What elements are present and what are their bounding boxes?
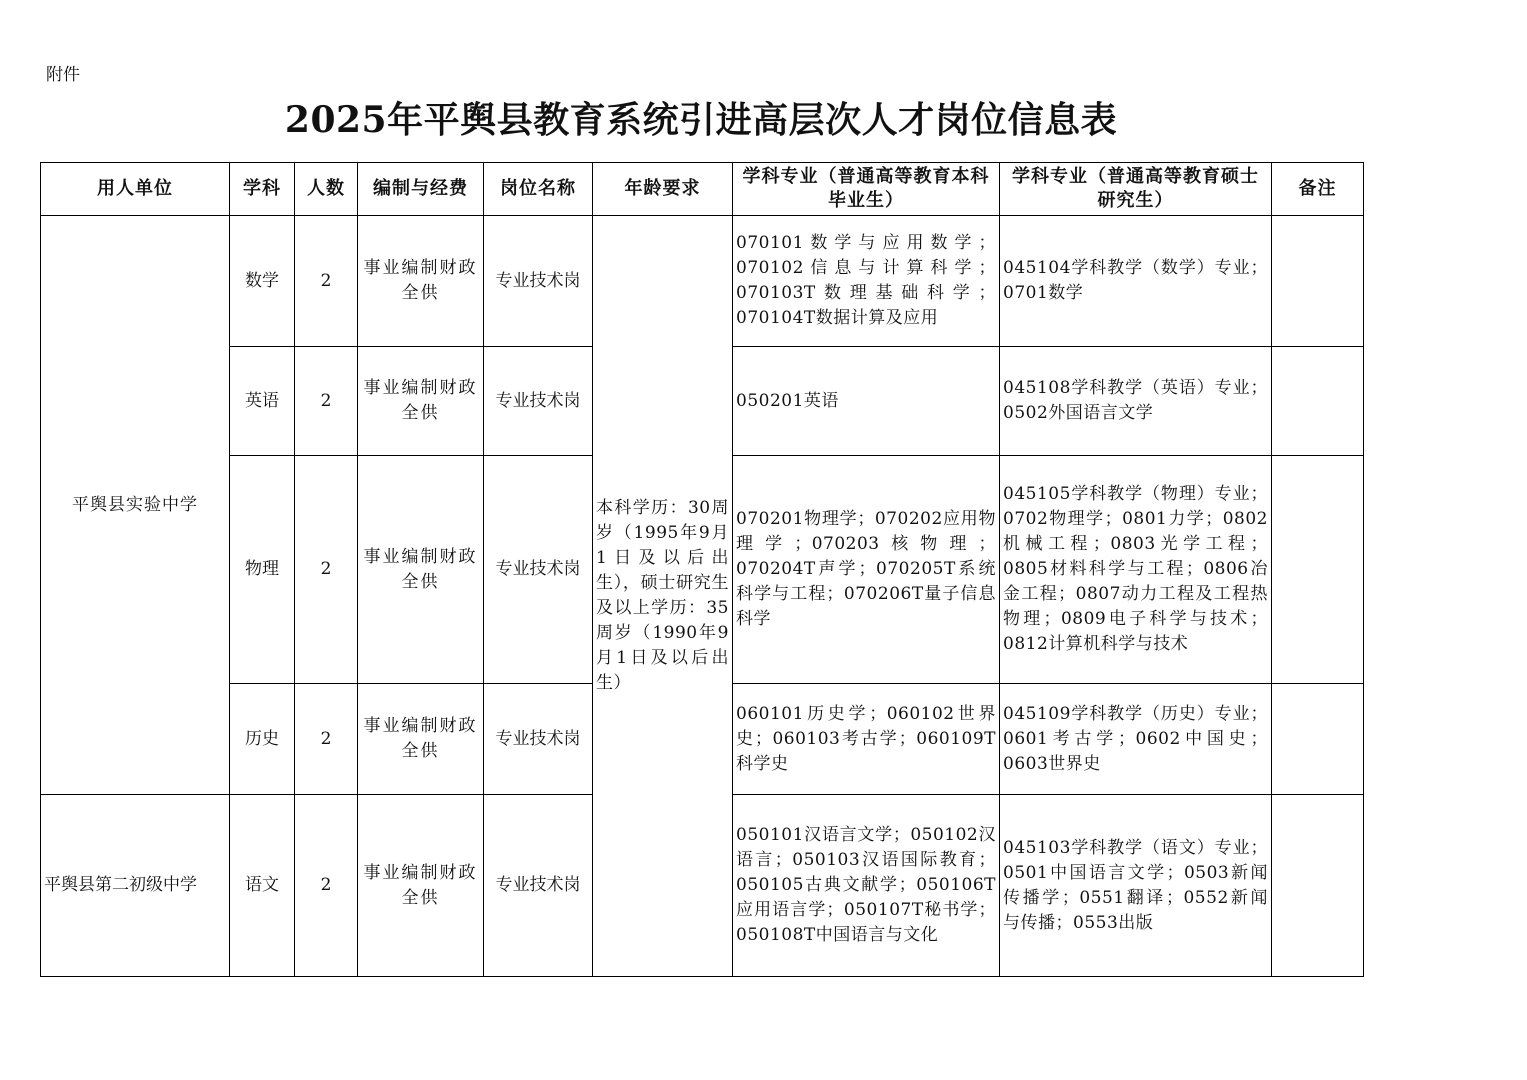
- header-row: [41, 163, 1364, 216]
- bachelor-majors-cell: 070101数学与应用数学；070102信息与计算科学；070103T数理基础科学；070104T数据计算及应用: [733, 216, 1000, 347]
- table-row: [41, 216, 1364, 347]
- remarks-cell: [1272, 795, 1364, 977]
- header-bachelor-majors: 学科专业（普通高等教育本科毕业生）: [733, 163, 1000, 216]
- age-requirement: 本科学历：30周岁（1995年9月1日及以后出生），硕士研究生及以上学历：35周岁（1990年9月1日及以后出生）: [593, 216, 733, 977]
- master-majors-cell: 045108学科教学（英语）专业；0502外国语言文学: [1000, 347, 1272, 456]
- master-majors-cell: 045103学科教学（语文）专业；0501中国语言文学；0503新闻传播学；0551翻译；0552新闻与传播；0553出版: [1000, 795, 1272, 977]
- remarks-cell: [1272, 684, 1364, 795]
- staffing-cell: 事业编制财政全供: [358, 795, 484, 977]
- subject-cell: 历史: [230, 684, 295, 795]
- subject-cell: 物理: [230, 456, 295, 684]
- master-majors-cell: 045109学科教学（历史）专业；0601考古学；0602中国史；0603世界史: [1000, 684, 1272, 795]
- header-count: 人数: [295, 163, 358, 216]
- header-staffing: 编制与经费: [358, 163, 484, 216]
- count-cell: 2: [295, 456, 358, 684]
- staffing-cell: 事业编制财政全供: [358, 347, 484, 456]
- staffing-cell: 事业编制财政全供: [358, 456, 484, 684]
- remarks-cell: [1272, 456, 1364, 684]
- header-subject: 学科: [230, 163, 295, 216]
- count-cell: 2: [295, 684, 358, 795]
- employer-unit: 平舆县实验中学: [41, 216, 230, 795]
- bachelor-majors-cell: 050101汉语言文学；050102汉语言；050103汉语国际教育；050105古典文献学；050106T应用语言学；050107T秘书学；050108T中国语言与文化: [733, 795, 1000, 977]
- header-remarks: 备注: [1272, 163, 1364, 216]
- subject-cell: 数学: [230, 216, 295, 347]
- page-title: 2025年平舆县教育系统引进高层次人才岗位信息表: [284, 99, 1118, 141]
- header-unit: 用人单位: [41, 163, 230, 216]
- master-majors-cell: 045104学科教学（数学）专业； 0701数学: [1000, 216, 1272, 347]
- subject-cell: 英语: [230, 347, 295, 456]
- remarks-cell: [1272, 347, 1364, 456]
- position-cell: 专业技术岗: [484, 456, 593, 684]
- staffing-cell: 事业编制财政全供: [358, 216, 484, 347]
- header-age: 年龄要求: [593, 163, 733, 216]
- master-majors-cell: 045105学科教学（物理）专业；0702物理学；0801力学；0802机械工程；0803光学工程；0805材料科学与工程；0806冶金工程；0807动力工程及工程热物理；0809电子科学与技术；0812计算机科学与技术: [1000, 456, 1272, 684]
- positions-table: [40, 162, 1364, 977]
- count-cell: 2: [295, 347, 358, 456]
- bachelor-majors-cell: 050201英语: [733, 347, 1000, 456]
- header-master-majors: 学科专业（普通高等教育硕士研究生）: [1000, 163, 1272, 216]
- position-cell: 专业技术岗: [484, 795, 593, 977]
- bachelor-majors-cell: 070201物理学；070202应用物理学；070203核物理；070204T声学；070205T系统科学与工程；070206T量子信息科学: [733, 456, 1000, 684]
- header-position: 岗位名称: [484, 163, 593, 216]
- bachelor-majors-cell: 060101历史学；060102世界史；060103考古学；060109T科学史: [733, 684, 1000, 795]
- remarks-cell: [1272, 216, 1364, 347]
- position-cell: 专业技术岗: [484, 347, 593, 456]
- position-cell: 专业技术岗: [484, 684, 593, 795]
- employer-unit: 平舆县第二初级中学: [41, 795, 230, 977]
- subject-cell: 语文: [230, 795, 295, 977]
- position-cell: 专业技术岗: [484, 216, 593, 347]
- count-cell: 2: [295, 216, 358, 347]
- attachment-label: 附件: [46, 65, 80, 85]
- staffing-cell: 事业编制财政全供: [358, 684, 484, 795]
- count-cell: 2: [295, 795, 358, 977]
